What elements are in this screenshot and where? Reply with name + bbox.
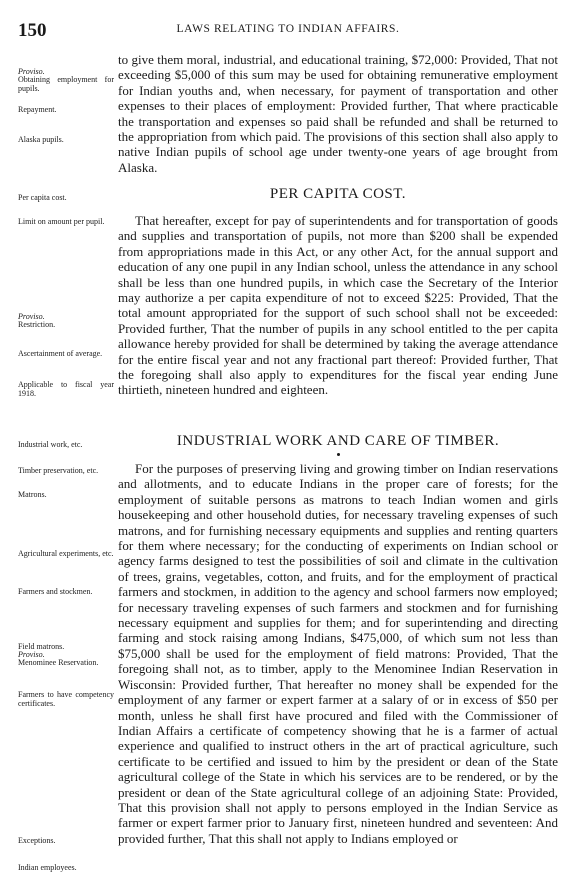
industrial-heading: INDUSTRIAL WORK AND CARE OF TIMBER.: [176, 433, 500, 449]
page-number: 150: [18, 20, 47, 41]
page-header: [18, 20, 558, 42]
sidenote-menominee: Menominee Reservation.: [18, 658, 99, 667]
sidenote-alaska-pupils: Alaska pupils.: [18, 135, 64, 144]
sidenote-applicable-1918: Applicable to fiscal year 1918.: [18, 380, 114, 398]
sidenote-proviso: Proviso.: [18, 650, 45, 659]
sidenote-proviso: Proviso.: [18, 312, 45, 321]
sidenote-obtaining-employment: Obtaining employment for pupils.: [18, 75, 114, 93]
sidenote-ascertainment: Ascertainment of average.: [18, 349, 103, 358]
sidenote-limit-per-pupil: Limit on amount per pupil.: [18, 217, 105, 226]
sidenote-timber-preservation: Timber preservation, etc.: [18, 466, 99, 475]
industrial-paragraph: For the purposes of preserving living and growing timber on Indian reservations and allotments, and to educate Indians in the proper care of forests; for the employment of suitable persons as matrons to teach Indian women and girls housekeeping and other household duties, for necessary traveling expenses of such matrons, and for furnishing necessary equipments and supplies and renting quarters for them where necessary; for the conducting of experiments on Indian school or agency farms designed to test the possibilities of soil and climate in the cultivation of trees, grains, vegetables, cotton, and fruits, and for the employment of practical farmers and stockmen, in addition to the agency and school farmers now employed; for necessary traveling expenses of such farmers and stockmen and for furnishing necessary equipment and supplies for them; and for superintending and directing farming and stock raising among Indians, $475,000, of which sum not less than $75,000 shall be used for the employment of field matrons: Provided, That the foregoing shall not, as to timber, apply to the Menominee Indian Reservation in Wisconsin: Provided further, That hereafter no money shall be expended for the employment of any farmer or expert farmer at a salary of or in excess of $50 per month, unless he shall first have procured and filed with the Commissioner of Indian Affairs a certificate of competency showing that he is a farmer of actual experience and qualified to instruct others in the art of practical agriculture, such certificate to be certified and issued to him by the president or dean of the State agricultural college of the State in which his services are to be rendered, or by the president or dean of the State agricultural college of an adjoining State: Provided, That this provision shall not apply to persons employed in the Indian Service as farmer or expert farmer prior to January first, nineteen hundred and seventeen: And provided further, That this shall not apply to Indians employed or: [118, 461, 558, 846]
sidenote-repayment: Repayment.: [18, 105, 57, 114]
sidenote-per-capita-cost: Per capita cost.: [18, 193, 67, 202]
per-capita-paragraph: That hereafter, except for pay of superintendents and for transportation of goods and supplies and transportation of pupils, not more than $200 shall be expended from appropriations made in this Act, or any other Act, for the annual support and education of any one pupil in any Indian school, unless the attendance in any school shall be less than one hundred pupils, in which case the Secretary of the Interior may authorize a per capita expenditure of not to exceed $225: Provided, That the total amount appropriated for the support of such school shall not be exceeded: Provided further, That the number of pupils in any school entitled to the per capita allowance hereby provided for shall be determined by taking the average attendance for the entire fiscal year and not any fractional part thereof: Provided further, That the foregoing shall also apply to expenditures for the fiscal year ending June thirtieth, nineteen hundred and eighteen.: [118, 213, 558, 398]
sidenote-indian-employees: Indian employees.: [18, 863, 77, 872]
running-head: LAWS RELATING TO INDIAN AFFAIRS.: [176, 23, 400, 35]
sidenote-field-matrons: Field matrons.: [18, 642, 65, 651]
sidenote-industrial-work: Industrial work, etc.: [18, 440, 83, 449]
sidenote-exceptions: Exceptions.: [18, 836, 56, 845]
sidenote-competency-certificates: Farmers to have competency certificates.: [18, 690, 114, 708]
sidenote-farmers-stockmen: Farmers and stockmen.: [18, 587, 93, 596]
sidenote-matrons: Matrons.: [18, 490, 47, 499]
sidenote-agricultural-experiments: Agricultural experiments, etc.: [18, 549, 114, 558]
sidenote-proviso: Proviso.: [18, 67, 45, 76]
per-capita-heading: PER CAPITA COST.: [269, 186, 407, 202]
sidenote-restriction: Restriction.: [18, 320, 56, 329]
intro-paragraph: to give them moral, industrial, and educational training, $72,000: Provided, That not exceeding $5,000 of this sum may be used for obtaining remunerative employment for Indian youths and, when necessary, for payment of transportation and other expenses to their places of employment: Provided further, That where practicable the transportation and expenses so paid shall be refunded and shall be returned to the appropriation from which paid. The provisions of this section shall also apply to native Indian pupils of school age under twenty-one years of age brought from Alaska.: [118, 52, 558, 175]
ornament-dot: [337, 453, 340, 456]
